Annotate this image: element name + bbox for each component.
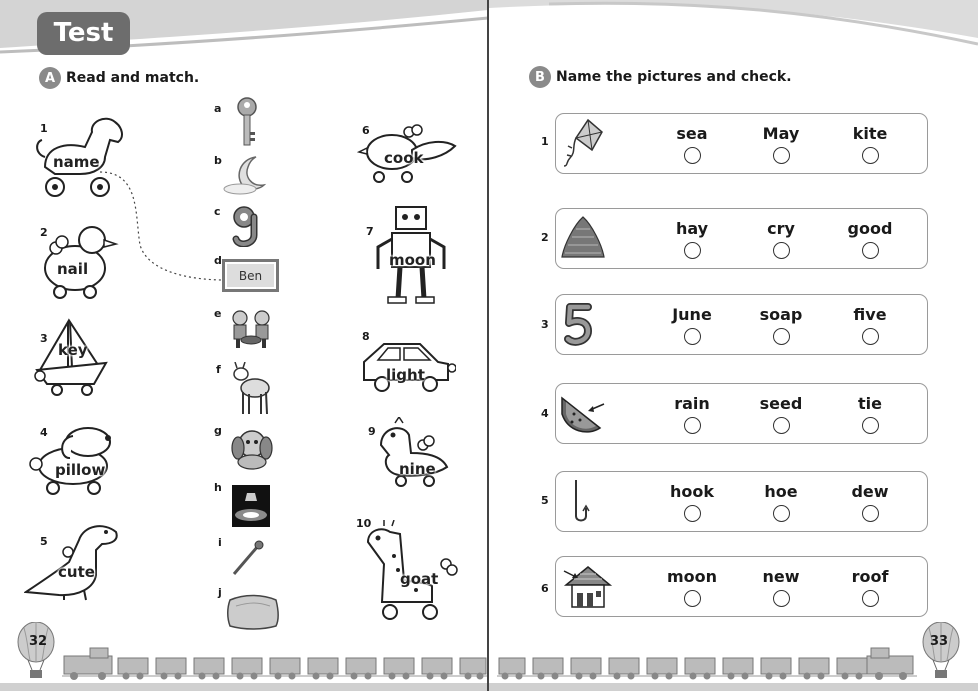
train-decoration — [62, 646, 488, 684]
train-decoration — [497, 646, 917, 684]
picture-letter: d — [214, 254, 222, 267]
option-word: kite — [852, 124, 888, 143]
section-b-heading — [529, 66, 792, 88]
option-dew — [830, 482, 910, 526]
option-word: cry — [767, 219, 795, 238]
toy-number: 7 — [366, 225, 374, 238]
option-word: good — [847, 219, 893, 238]
option-new — [741, 567, 821, 611]
option-may — [741, 124, 821, 168]
row-number: 3 — [541, 318, 549, 331]
check-circle[interactable] — [773, 505, 790, 522]
section-a-instruction: Read and match. — [66, 70, 200, 86]
section-b-instruction: Name the pictures and check. — [556, 69, 792, 85]
toy-number: 4 — [40, 426, 48, 439]
toy-word: key — [58, 341, 88, 359]
check-circle[interactable] — [862, 242, 879, 259]
section-b-badge: B — [529, 66, 551, 88]
right-page — [489, 0, 978, 691]
footer-strip — [489, 683, 978, 691]
toy-number: 8 — [362, 330, 370, 343]
picture-row-2 — [555, 208, 928, 269]
dinosaur-toy-icon — [24, 520, 122, 602]
light-icon — [232, 485, 270, 527]
option-hook — [652, 482, 732, 526]
picture-letter: i — [218, 536, 222, 549]
dog-toy-icon — [28, 424, 120, 496]
check-circle[interactable] — [684, 328, 701, 345]
picture-row-5 — [555, 471, 928, 532]
toy-word: name — [53, 153, 100, 171]
page-number: 32 — [29, 634, 48, 649]
check-circle[interactable] — [862, 417, 879, 434]
toy-word: nine — [399, 460, 436, 478]
toy-word: pillow — [55, 461, 106, 479]
picture-letter: h — [214, 481, 222, 494]
check-circle[interactable] — [773, 328, 790, 345]
nail-icon — [230, 540, 264, 578]
hot-air-balloon-icon — [16, 622, 56, 680]
toy-number: 10 — [356, 517, 372, 530]
section-a-badge: A — [39, 67, 61, 89]
option-word: moon — [666, 567, 718, 586]
option-word: soap — [759, 305, 803, 324]
option-soap — [741, 305, 821, 349]
option-tie — [830, 394, 910, 438]
pillow-icon — [226, 592, 280, 632]
option-hoe — [741, 482, 821, 526]
check-circle[interactable] — [684, 505, 701, 522]
option-word: June — [672, 305, 712, 324]
option-roof — [830, 567, 910, 611]
toy-word: moon — [389, 251, 436, 269]
hook-icon — [566, 478, 592, 526]
option-june — [652, 305, 732, 349]
picture-row-4 — [555, 383, 928, 444]
check-circle[interactable] — [773, 417, 790, 434]
haystack-icon — [560, 215, 606, 261]
option-moon — [652, 567, 732, 611]
house-roof-icon — [562, 563, 614, 611]
option-word: hook — [669, 482, 714, 501]
check-circle[interactable] — [862, 505, 879, 522]
option-sea — [652, 124, 732, 168]
name-tag-label: Ben — [238, 268, 263, 283]
option-word: hoe — [764, 482, 798, 501]
option-cry — [741, 219, 821, 263]
picture-letter: e — [214, 307, 222, 320]
option-seed — [741, 394, 821, 438]
watermelon-seed-icon — [560, 390, 608, 436]
moon-icon — [222, 155, 270, 195]
option-word: roof — [851, 567, 889, 586]
test-title: Test — [37, 12, 130, 55]
option-rain — [652, 394, 732, 438]
picture-letter: j — [218, 586, 222, 599]
option-word: May — [762, 124, 800, 143]
footer-strip — [0, 683, 488, 691]
toy-number: 6 — [362, 124, 370, 137]
row-number: 2 — [541, 231, 549, 244]
picture-letter: b — [214, 154, 222, 167]
toy-number: 5 — [40, 535, 48, 548]
picture-letter: a — [214, 102, 222, 115]
kite-icon — [562, 118, 606, 168]
toy-word: cook — [384, 149, 424, 167]
toy-number: 2 — [40, 226, 48, 239]
row-number: 1 — [541, 135, 549, 148]
row-number: 6 — [541, 582, 549, 595]
option-word: rain — [674, 394, 710, 413]
option-word: hay — [675, 219, 709, 238]
picture-row-1 — [555, 113, 928, 174]
number-nine-icon — [230, 205, 258, 247]
picture-row-6 — [555, 556, 928, 617]
number-five-icon — [564, 303, 594, 347]
check-circle[interactable] — [862, 147, 879, 164]
option-word: tie — [858, 394, 882, 413]
picture-row-3 — [555, 294, 928, 355]
option-hay — [652, 219, 732, 263]
check-circle[interactable] — [862, 328, 879, 345]
picture-letter: f — [216, 363, 221, 376]
left-page — [0, 0, 488, 691]
dragon-toy-icon — [375, 417, 451, 489]
picture-letter: g — [214, 424, 222, 437]
check-circle[interactable] — [684, 590, 701, 607]
check-circle[interactable] — [684, 242, 701, 259]
toy-number: 1 — [40, 122, 48, 135]
check-circle[interactable] — [684, 147, 701, 164]
check-circle[interactable] — [684, 417, 701, 434]
toy-word: goat — [400, 570, 439, 588]
option-kite — [830, 124, 910, 168]
header-swoosh — [489, 0, 978, 60]
children-cooking-icon — [228, 308, 276, 350]
toy-word: light — [386, 366, 425, 384]
row-number: 4 — [541, 407, 549, 420]
row-number: 5 — [541, 494, 549, 507]
option-word: seed — [759, 394, 803, 413]
toy-number: 9 — [368, 425, 376, 438]
hot-air-balloon-icon — [921, 622, 961, 680]
option-five — [830, 305, 910, 349]
key-icon — [234, 96, 260, 148]
toy-word: nail — [57, 260, 89, 278]
toy-word: cute — [58, 563, 95, 581]
option-word: new — [762, 567, 800, 586]
cute-dog-icon — [230, 428, 274, 470]
option-good — [830, 219, 910, 263]
goat-icon — [229, 362, 271, 418]
toy-number: 3 — [40, 332, 48, 345]
page-number: 33 — [930, 634, 949, 649]
check-circle[interactable] — [773, 590, 790, 607]
option-word: dew — [851, 482, 889, 501]
name-tag-icon — [222, 259, 279, 292]
check-circle[interactable] — [862, 590, 879, 607]
picture-letter: c — [214, 205, 221, 218]
option-word: five — [853, 305, 887, 324]
option-word: sea — [676, 124, 708, 143]
check-circle[interactable] — [773, 147, 790, 164]
check-circle[interactable] — [773, 242, 790, 259]
